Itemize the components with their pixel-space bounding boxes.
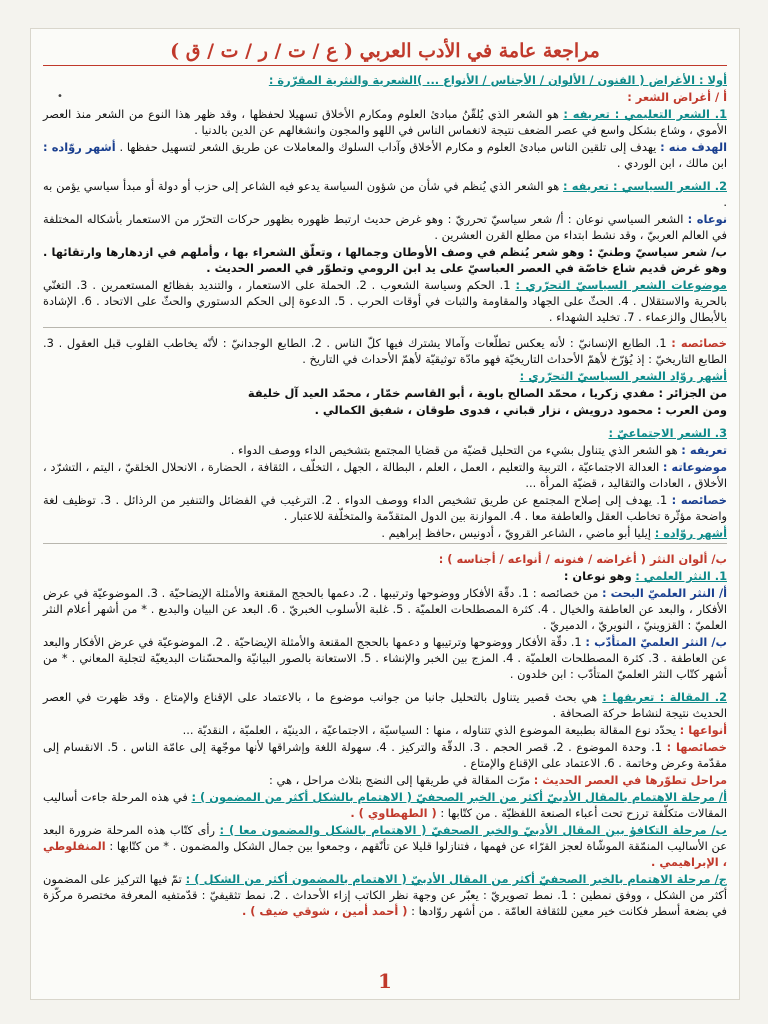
political-features xyxy=(43,335,727,367)
article-stage-2 xyxy=(43,822,727,870)
scientific-prose-heading xyxy=(43,568,727,584)
arab-poets: ومن العرب : محمود درويش ، نزار قباني ، فدوى طوقان ، شفيق الكمالي . xyxy=(314,403,727,417)
article-types xyxy=(43,722,727,738)
social-poetry-heading xyxy=(43,425,727,441)
patriotic-poetry xyxy=(43,244,727,276)
political-poetry-definition xyxy=(43,178,727,210)
social-poetry-poets xyxy=(43,525,727,541)
social-poetry-features xyxy=(43,492,727,524)
political-poetry-types xyxy=(43,211,727,243)
stage-2-text: رأى كتّاب هذه المرحلة ضرورة البعد عن الأساليب المنمّقة الموشّاة لعجز القرّاء عن فهمها ، فتنازلوا قليلا عن تأنّقهم ، وجمعوا بين جمال الشكل والمضمون . * من كتّابها : xyxy=(43,823,727,853)
didactic-goal-label: الهدف منه : xyxy=(660,140,728,154)
article-def-text: هي بحث قصير يتناول بالتحليل جانبا من جوانب موضوع ما ، بالاعتماد على الإقناع والإمتاع . وقد ظهرت في العصر الحديث نتيجة لنشاط حركة الصحافة . xyxy=(43,690,727,720)
stage-3-label: ج/ مرحلة الاهتمام بالخبر الصحفيّ أكثر من المقال الأدبيّ ( الاهتمام بالمضمون أكثر من الشكل ) : xyxy=(185,872,728,886)
literary-prose-label: ب/ النثر العلميّ المتأدّب : xyxy=(585,635,728,649)
political-types-text: الشعر السياسي نوعان : أ/ شعر سياسيّ تحرريّ : وهو غرض حديث ارتبط ظهوره بظهور حركات التحرّر من الاستعمار بأشكاله المختلفة في العالم العربيّ ، وقد نشط ابتداء من مطلع القرن العشرين . xyxy=(43,212,727,242)
article-definition xyxy=(43,689,727,721)
pure-prose-label: أ/ النثر العلميّ البحت : xyxy=(602,586,728,600)
stage-2-label: ب/ مرحلة التكافؤ بين المقال الأدبيّ والخبر الصحفيّ ( الاهتمام بالشكل والمضمون معا ) : xyxy=(219,823,727,837)
social-topics-label: موضوعاته : xyxy=(662,460,727,474)
speck: • xyxy=(57,91,63,102)
article-label: 2. المقالة : تعريفها : xyxy=(602,690,727,704)
social-def-text: هو الشعر الذي يتناول بشيء من التحليل قضيّة من قضايا المجتمع بتشخيص الداء ووصف الدواء . xyxy=(230,443,678,457)
political-poets-label: أشهر روّاد الشعر السياسيّ التحرّري : xyxy=(519,369,727,383)
didactic-poetry-definition xyxy=(43,106,727,138)
divider xyxy=(43,543,727,544)
article-stage-3 xyxy=(43,871,727,919)
didactic-poets-text: ابن مالك ، ابن الوردي . xyxy=(616,156,727,170)
poetry-purposes-subheading xyxy=(43,89,727,105)
pure-prose-text: من خصائصه : 1. دقّة الأفكار ووضوحها وترتيبها . 2. دعمها بالحجج المقنعة والأمثلة الإيضاحيّة . 3. الموضوعيّة في عرض الأفكار ، والبعد عن العاطفة والخيال . 4. كثرة المصطلحات العلميّة . 5. غلبة الأسلوب الخبريّ . 6. البعد عن البيان والبديع . * من أشهر أعلام النثر العلميّ : القزوينيّ ، النويريّ ، الدميريّ . xyxy=(43,586,727,632)
document-content xyxy=(31,29,739,919)
article-stage-1 xyxy=(43,789,727,821)
algerian-poets: من الجزائر : مفدي زكريا ، محمّد الصالح باوية ، أبو القاسم خمّار ، محمّد العيد آل خليفة xyxy=(247,386,727,400)
stage-1-writers: ( الطهطاوي ) . xyxy=(350,806,437,820)
political-topics-label: موضوعات الشعر السياسيّ التحرّري : xyxy=(515,278,727,292)
literary-prose-text: 1. دقّة الأفكار ووضوحها وترتيبها و دعمها بالحجج المقنعة والأمثلة الإيضاحيّة . 2. الموضوعيّة في عرض الأفكار والبعد عن العاطفة . 3. كثرة المصطلحات العلميّة . 4. المزج بين الخبر والإنشاء . 5. الاستعانة بالصور البيانيّة والمحسّنات البديعيّة لتجلية المعاني . * من أشهر كتّاب النثر العلميّ المتأدّب : ابن خلدون . xyxy=(43,635,727,681)
political-types-label: نوعاه : xyxy=(687,212,727,226)
didactic-poets-label: أشهر روّاده : xyxy=(43,140,116,154)
political-topics-text: 1. الحكم وسياسة الشعوب . 2. الحملة على الاستعمار ، والتنديد بفظائع المستعمرين . 3. التغنّي بالحرية والاستقلال . 4. الحثّ على الجهاد والمقاومة والثبات في أوقات الحرب . 5. الدعوة إلى الحكم الدستوري والحثّ على الاتحاد . 6. الإشادة بالأبطال والزعماء . 7. تخليد الشهداء . xyxy=(43,278,727,324)
social-poets-label: أشهر روّاده : xyxy=(654,526,727,540)
article-types-label: أنواعها : xyxy=(679,723,727,737)
stage-1-text: في هذه المرحلة جاءت أساليب المقالات متكلّفة ترزح تحت أعباء الصنعة اللفظيّة . من كتّابها : xyxy=(43,790,727,820)
article-stages xyxy=(43,772,727,788)
social-def-label: تعريفه : xyxy=(681,443,727,457)
divider xyxy=(43,327,727,328)
political-poetry-label: 2. الشعر السياسي : تعريفه : xyxy=(563,179,727,193)
social-poets-text: إيليا أبو ماضي ، الشاعر القرويّ ، أدونيس ،حافظ إبراهيم . xyxy=(381,526,652,540)
page-title: مراجعة عامة في الأدب العربي ( ع / ت / ر / ت / ق ) xyxy=(43,35,727,66)
didactic-poetry-label: 1. الشعر التعليمي : تعريفه : xyxy=(563,107,727,121)
social-poetry-topics xyxy=(43,459,727,491)
article-types-text: يحدّد نوع المقالة بطبيعة الموضوع الذي تتناوله ، منها : السياسيّة ، الاجتماعيّة ، الدينيّة ، العلميّة ، النقديّة ... xyxy=(182,723,677,737)
document-page xyxy=(30,28,740,1000)
article-features xyxy=(43,739,727,771)
political-features-label: خصائصه : xyxy=(671,336,728,350)
pure-scientific-prose xyxy=(43,585,727,633)
patriotic-poetry-text: ب/ شعر سياسيّ وطنيّ : وهو شعر يُنظم في وصف الأوطان وجمالها ، وتعلّق الشعراء بها ، وأملهم في ازدهارها وارتقائها . وهو غرض قديم شاع خاصّة في العصر العباسيّ على يد ابن الرومي وتطوّر في العصر الحديث . xyxy=(43,245,727,275)
didactic-poetry-goal xyxy=(43,139,727,171)
prose-heading-text: ب/ ألوان النثر ( أغراضه / فنونه / أنواعه / أجناسه ) : xyxy=(438,552,727,566)
poetry-purposes-subheading-text: أ / أغراض الشعر : xyxy=(627,90,727,104)
didactic-poetry-text: هو الشعر الذي يُلقّنُ مبادئ العلوم ومكارم الأخلاق تسهيلا لحفظها ، وقد ظهر هذا النوع من الشعر منذ العصر الأموي ، وشاع بشكل واسع في عصر الضعف نتيجة لانغماس الناس في اللهو والمجون وانشغالهم عن الدين بالدنيا . xyxy=(43,107,727,137)
stage-2-writers: المنفلوطي ، الإبراهيمي . xyxy=(43,839,727,869)
stage-3-text: تمّ فيها التركيز على المضمون أكثر من الشكل ، ووفق نمطين : 1. نمط تصويريّ : يعبّر عن وجهة نظر الكاتب إزاء الأحداث . 2. نمط تثقيفيّ : قدّمتفيه المعرفة مختصرة مركّزة في بضعة أسطر فكانت خير معين للثقافة العامّة . من أشهر روّادها : xyxy=(43,872,727,918)
prose-heading xyxy=(43,551,727,567)
political-features-text: 1. الطابع الإنسانيّ : لأنه يعكس تطلّعات وآمالا يشترك فيها كلّ الناس . 2. الطابع الوجدانيّ : لأنّه يخاطب القلوب قبل العقول . 3. الطابع التاريخيّ : إذ يُؤرّخ لأهمّ الأحداث التاريخيّة فهو مادّة توثيقيّة لأهمّ الأحداث في التاريخ . xyxy=(43,336,727,366)
article-stages-intro: مرّت المقالة في طريقها إلى النضج بثلاث مراحل ، هي : xyxy=(269,773,531,787)
social-features-text: 1. يهدف إلى إصلاح المجتمع عن طريق تشخيص الداء ووصف الدواء . 2. الترغيب في الفضائل والتنفير من الرذائل . 3. توظيف لغة واضحة مؤثّرة تخاطب العقل والعاطفة معا . 4. الموازنة بين الدول المتقدّمة والمتخلّفة للاعتبار . xyxy=(43,493,727,523)
political-poetry-text: هو الشعر الذي يُنظم في شأن من شؤون السياسة يدعو فيه الشاعر إلى حزب أو دولة أو مبدأ سياسي يؤمن به . xyxy=(43,179,727,209)
article-stages-label: مراحل تطوّرها في العصر الحديث : xyxy=(533,773,727,787)
social-poetry-definition xyxy=(43,442,727,458)
article-features-text: 1. وحدة الموضوع . 2. قصر الحجم . 3. الدقّة والتركيز . 4. سهولة اللغة وإشراقها لأنها موجّهة إلى عامّة الناس . 5. الانقسام إلى مقدّمة وعرض وخاتمة . 6. الاعتماد على الإقناع والإمتاع . xyxy=(43,740,727,770)
political-poets-heading xyxy=(43,368,727,384)
social-features-label: خصائصه : xyxy=(671,493,727,507)
political-topics xyxy=(43,277,727,325)
scientific-prose-types: وهو نوعان : xyxy=(563,569,632,583)
article-features-label: خصائصها : xyxy=(666,740,727,754)
social-poetry-label: 3. الشعر الاجتماعيّ : xyxy=(608,426,727,440)
section-1-heading xyxy=(43,72,727,88)
page-number: 1 xyxy=(378,969,392,993)
section-1-heading-text: أولا : الأغراض ( الفنون / الألوان / الأجناس / الأنواع ... )الشعرية والنثرية المقرّرة : xyxy=(268,73,727,87)
scientific-prose-label: 1. النثر العلمي : xyxy=(635,569,727,583)
stage-3-writers: ( أحمد أمين ، شوقي ضيف ) . xyxy=(241,904,408,918)
social-topics-text: العدالة الاجتماعيّة ، التربية والتعليم ، العمل ، العلم ، البطالة ، الجهل ، التخلّف ، الثقافة ، الحضارة ، الانحلال الخلقيّ ، اليتم ، التشرّد ، الأخلاق ، العادات والتقاليد ، قضيّة المرأة ... xyxy=(43,460,727,490)
didactic-goal-text: يهدف إلى تلقين الناس مبادئ العلوم و مكارم الأخلاق وآداب السلوك والمعاملات عن طريق الشعر لتسهيل حفظها . xyxy=(119,140,657,154)
stage-1-label: أ/ مرحلة الاهتمام بالمقال الأدبيّ أكثر من الخبر الصحفيّ ( الاهتمام بالشكل أكثر من المضمون ) : xyxy=(191,790,727,804)
literary-scientific-prose xyxy=(43,634,727,682)
